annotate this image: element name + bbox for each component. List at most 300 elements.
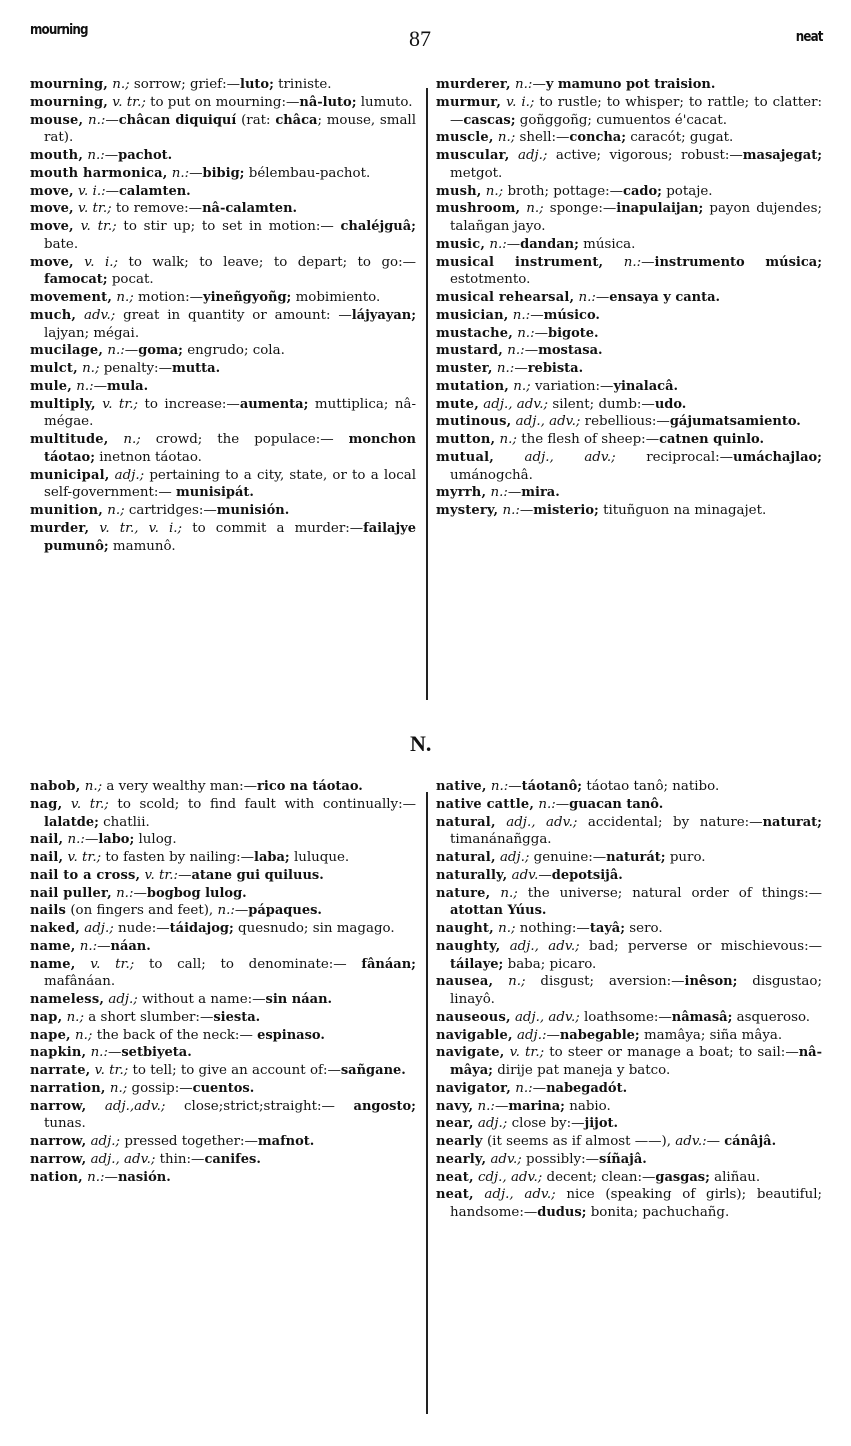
headword: mule, xyxy=(30,378,72,394)
translation: mutta. xyxy=(171,361,221,376)
grammar-label: v. tr.; xyxy=(78,201,112,217)
definition-text: — xyxy=(706,1134,725,1149)
translation: laba; xyxy=(254,850,290,865)
headword: mushroom, xyxy=(436,201,521,217)
dictionary-entry xyxy=(30,1009,416,1027)
headword: munition, xyxy=(30,503,103,518)
definition-text: shell:— xyxy=(515,130,570,146)
translation: fânáan; xyxy=(361,956,416,972)
left-guide-word: mourning xyxy=(30,22,88,38)
definition-text: luluque. xyxy=(289,850,350,865)
grammar-label: n.; xyxy=(485,183,504,199)
definition-text xyxy=(496,815,507,830)
translation: dandan; xyxy=(520,236,579,252)
grammar-label: n.: xyxy=(490,779,509,794)
definition-text: pocat. xyxy=(107,272,154,288)
grammar-label: v. tr.; xyxy=(70,796,109,812)
definition-text: to stir up; to set in motion:— xyxy=(116,219,341,234)
dictionary-entry xyxy=(30,796,416,832)
headword: myrrh, xyxy=(436,485,487,501)
dictionary-entry xyxy=(30,1062,416,1080)
translation: cado; xyxy=(623,183,662,199)
definition-text: motion:— xyxy=(133,290,204,305)
definition-text: — xyxy=(105,183,119,199)
translation: sin náan. xyxy=(265,992,333,1007)
definition-text: ; mouse, small rat). xyxy=(44,112,416,146)
translation: táotanô; xyxy=(521,779,583,794)
dictionary-entry xyxy=(436,76,822,94)
definition-text: reciprocal:— xyxy=(615,449,734,465)
translation: sañgane. xyxy=(340,1063,406,1078)
headword: nauseous, xyxy=(436,1009,511,1025)
definition-text: to steer or manage a boat; to sail:— xyxy=(544,1045,799,1061)
translation: mostasa. xyxy=(538,343,603,359)
dictionary-entry xyxy=(436,94,822,130)
dictionary-entry xyxy=(436,360,822,378)
definition-text: bad; perverse or mischievous:— xyxy=(579,938,823,954)
grammar-label: adj.; xyxy=(499,850,530,865)
definition-text: the flesh of sheep:— xyxy=(516,432,660,447)
grammar-label: n.; xyxy=(499,432,517,447)
definition-text: nude:— xyxy=(113,921,170,936)
grammar-label: n.; xyxy=(75,1027,93,1043)
definition-text: a very wealthy man:— xyxy=(102,779,258,794)
definition-text: dirije pat maneja y batco. xyxy=(492,1063,671,1078)
dictionary-entry xyxy=(30,165,416,183)
definition-text: inetnon táotao. xyxy=(95,449,202,465)
definition-text: (it seems as if almost ——), xyxy=(482,1134,676,1149)
dictionary-entry xyxy=(436,200,822,236)
dictionary-entry xyxy=(30,218,416,254)
dictionary-entry xyxy=(30,467,416,503)
translation: bigote. xyxy=(547,325,599,341)
headword: mutinous, xyxy=(436,414,512,430)
headword: name, xyxy=(30,956,76,972)
definition-text: — xyxy=(546,1027,560,1043)
definition-text xyxy=(500,939,509,954)
grammar-label: n.: xyxy=(79,938,98,954)
translation: gasgas; xyxy=(655,1169,710,1185)
translation: inêson; xyxy=(684,974,738,990)
grammar-label: n.; xyxy=(498,921,516,936)
definition-text: — xyxy=(97,938,111,954)
definition-text: aliñau. xyxy=(709,1169,761,1185)
grammar-label: n.: xyxy=(87,112,106,128)
translation: nâ-calamten. xyxy=(202,201,298,217)
definition-text: sorrow; grief:— xyxy=(129,77,240,92)
definition-text: gossip:— xyxy=(127,1080,193,1096)
definition-text: muttiplica; nâ-mégae. xyxy=(44,396,416,430)
definition-text xyxy=(474,1187,485,1202)
dictionary-entry xyxy=(30,289,416,307)
page-number: 87 xyxy=(409,26,431,51)
grammar-label: v. tr.; xyxy=(67,850,102,865)
translation: nâ-luto; xyxy=(299,94,357,110)
grammar-label: v. i.; xyxy=(506,94,535,110)
headword: movement, xyxy=(30,290,113,305)
grammar-label: n.: xyxy=(489,236,507,252)
definition-text: to increase:— xyxy=(138,396,240,412)
definition-text: to put on mourning:— xyxy=(145,94,300,110)
headword: navigable, xyxy=(436,1027,513,1043)
definition-text xyxy=(494,450,525,465)
translation: châcan diquiquí xyxy=(118,112,237,128)
definition-text: — xyxy=(519,503,534,518)
grammar-label: n.: xyxy=(515,1080,533,1096)
grammar-label: n.; xyxy=(112,77,130,92)
definition-text xyxy=(62,797,71,812)
translation: dudus; xyxy=(537,1205,587,1220)
translation: monchon táotao; xyxy=(44,432,416,465)
definition-text: payon dujendes; talañgan jayo. xyxy=(450,201,822,234)
definition-text xyxy=(75,957,90,972)
headword: much, xyxy=(30,307,77,323)
dictionary-entry xyxy=(436,342,822,360)
definition-text: — xyxy=(178,867,192,883)
grammar-label: n.; xyxy=(500,885,518,901)
definition-text: pertaining to a city, state, or to a local self-government:— xyxy=(44,467,416,501)
grammar-label: n.: xyxy=(507,343,525,359)
headword: mouth harmonica, xyxy=(30,165,168,181)
grammar-label: n.: xyxy=(502,503,520,518)
translation: bogbog lulog. xyxy=(146,885,247,901)
definition-text: quesnudo; sin magago. xyxy=(233,921,395,936)
definition-text: goñggoñg; cumuentos é'cacat. xyxy=(515,112,727,128)
grammar-label: n.: xyxy=(90,1045,108,1061)
dictionary-entry xyxy=(436,1115,822,1133)
definition-text: active; vigorous; robust:— xyxy=(547,148,743,163)
headword: napkin, xyxy=(30,1045,87,1061)
dictionary-entry xyxy=(30,76,416,94)
definition-text: potaje. xyxy=(661,183,713,199)
definition-text: lumuto. xyxy=(356,94,413,110)
grammar-label: adj.; xyxy=(477,1116,508,1132)
dictionary-entry xyxy=(436,325,822,343)
dictionary-entry xyxy=(30,849,416,867)
headword: nail to a cross, xyxy=(30,867,141,883)
grammar-label: adj.; xyxy=(114,467,145,483)
headword: narrate, xyxy=(30,1063,91,1078)
headword: navy, xyxy=(436,1098,474,1114)
dictionary-entry xyxy=(436,431,822,449)
dictionary-entry xyxy=(30,94,416,112)
grammar-label: adj.; xyxy=(517,148,548,163)
dictionary-entry xyxy=(436,289,822,307)
grammar-label: n.: xyxy=(477,1098,495,1114)
dictionary-entry xyxy=(30,307,416,343)
dictionary-entry xyxy=(30,147,416,165)
dictionary-entry xyxy=(436,778,822,796)
grammar-label: n.; xyxy=(107,503,125,518)
headword: narration, xyxy=(30,1080,106,1096)
definition-text: bélembau-pachot. xyxy=(244,165,371,181)
headword: name, xyxy=(30,938,76,954)
translation: y mamuno pot traision. xyxy=(545,77,716,92)
definition-text: tituñguon na minagajet. xyxy=(598,503,767,518)
definition-text: triniste. xyxy=(273,77,332,92)
dictionary-entry xyxy=(30,183,416,201)
dictionary-entry xyxy=(436,1027,822,1045)
headword: mouse, xyxy=(30,112,84,128)
translation: lájyayan; xyxy=(351,307,416,323)
definition-text: mafânáan. xyxy=(44,974,116,990)
grammar-label: v. tr.; xyxy=(112,94,146,110)
translation: failajye pumunô; xyxy=(44,520,416,554)
headword: navigator, xyxy=(436,1080,511,1096)
definition-text: — xyxy=(514,361,528,376)
grammar-label: n.: xyxy=(538,796,556,812)
definition-text: — xyxy=(595,290,610,305)
headword: murmur, xyxy=(436,94,502,110)
grammar-label: n.: xyxy=(512,307,531,323)
dictionary-entry xyxy=(436,1186,822,1222)
definition-text: crowd; the populace:— xyxy=(140,432,349,447)
translation: gájumatsamiento. xyxy=(669,414,801,430)
grammar-label: n.: xyxy=(171,165,190,181)
column-divider-bottom xyxy=(426,792,428,1414)
definition-text: close;strict;straight:— xyxy=(165,1098,354,1114)
definition-text: sero. xyxy=(625,921,663,936)
translation: atane gui quiluus. xyxy=(191,867,324,883)
dictionary-entry xyxy=(30,1044,416,1062)
definition-text: mamâya; siña mâya. xyxy=(639,1027,783,1043)
definition-text xyxy=(603,255,623,270)
grammar-label: n.: xyxy=(490,485,508,501)
headword: multiply, xyxy=(30,396,96,412)
translation: canifes. xyxy=(204,1151,261,1167)
translation: músico. xyxy=(543,307,600,323)
definition-text: — xyxy=(105,112,119,128)
translation: táidajog; xyxy=(169,921,234,936)
definition-text xyxy=(74,255,84,270)
grammar-label: n.; xyxy=(84,779,103,794)
definition-text: — xyxy=(234,903,249,919)
definition-text: possibly:— xyxy=(521,1151,599,1167)
grammar-label: adj., adv.; xyxy=(506,814,578,830)
definition-text: nice (speaking of girls); beautiful; handsome:— xyxy=(450,1187,822,1220)
headword: multitude, xyxy=(30,432,109,447)
definition-text: (on fingers and feet), xyxy=(66,903,218,919)
definition-text: asqueroso. xyxy=(732,1009,811,1025)
definition-text: — xyxy=(507,485,522,501)
definition-text: pressed together:— xyxy=(120,1134,258,1149)
headword: mute, xyxy=(436,396,480,412)
definition-text: nabio. xyxy=(564,1098,611,1114)
definition-text: tunas. xyxy=(44,1116,86,1132)
definition-text: — xyxy=(104,148,119,163)
headword: mustard, xyxy=(436,343,504,359)
translation: espinaso. xyxy=(257,1027,325,1043)
headword: neat, xyxy=(436,1169,474,1185)
headword: mourning, xyxy=(30,94,108,110)
translation: naturát; xyxy=(606,850,666,865)
translation: munisión. xyxy=(216,503,290,518)
headword: mucilage, xyxy=(30,343,104,359)
headword: narrow, xyxy=(30,1098,87,1114)
grammar-label: v. i.; xyxy=(84,254,119,270)
definition-text: — xyxy=(494,1098,509,1114)
translation: lalatde; xyxy=(44,814,99,830)
translation: nasión. xyxy=(117,1169,171,1185)
definition-text: to commit a murder:— xyxy=(182,520,364,536)
definition-text: — xyxy=(538,867,552,883)
definition-text: accidental; by nature:— xyxy=(577,814,763,830)
translation: cascas; xyxy=(463,112,516,128)
translation: concha; xyxy=(569,130,627,146)
dictionary-entry xyxy=(436,920,822,938)
translation: nâmasâ; xyxy=(671,1009,733,1025)
definition-text: to tell; to give an account of:— xyxy=(128,1063,341,1078)
dictionary-entry xyxy=(436,1133,822,1151)
translation: labo; xyxy=(98,832,135,848)
headword: naked, xyxy=(30,921,80,936)
grammar-label: adj., adv.; xyxy=(484,1187,556,1203)
definition-text xyxy=(76,308,84,323)
definition-text: — xyxy=(104,1169,118,1185)
grammar-label: adv.; xyxy=(83,307,116,323)
definition-text xyxy=(74,219,81,234)
headword: muster, xyxy=(436,361,493,376)
headword: nape, xyxy=(30,1027,71,1043)
headword: mutation, xyxy=(436,378,510,394)
translation: bibig; xyxy=(202,165,245,181)
headword: mutual, xyxy=(436,449,494,465)
dictionary-entry xyxy=(436,129,822,147)
headword: move, xyxy=(30,183,74,199)
grammar-label: adj., adv.; xyxy=(514,1009,580,1025)
headword: nap, xyxy=(30,1009,63,1025)
definition-text: mamunô. xyxy=(108,538,176,554)
definition-text: the back of the neck:— xyxy=(92,1027,258,1043)
dictionary-entry xyxy=(30,902,416,920)
definition-text: thin:— xyxy=(155,1151,205,1167)
dictionary-entry xyxy=(30,360,416,378)
headword: nag, xyxy=(30,796,63,812)
dictionary-entry xyxy=(436,147,822,183)
definition-text: — xyxy=(133,885,147,901)
dictionary-entry xyxy=(30,956,416,992)
headword: music, xyxy=(436,236,486,252)
headword: narrow, xyxy=(30,1134,87,1149)
definition-text: — xyxy=(532,77,546,92)
grammar-label: n.; xyxy=(66,1009,84,1025)
grammar-label: n.: xyxy=(517,325,535,341)
headword: move, xyxy=(30,254,74,270)
dictionary-entry xyxy=(30,1151,416,1169)
definition-text: broth; pottage:— xyxy=(503,183,624,199)
section-heading: N. xyxy=(410,731,432,756)
definition-text: a short slumber:— xyxy=(83,1009,214,1025)
definition-text: timanánañgga. xyxy=(450,832,552,848)
definition-text xyxy=(89,521,99,536)
grammar-label: adj.; xyxy=(90,1134,121,1149)
dictionary-entry xyxy=(30,1027,416,1045)
dictionary-entry xyxy=(30,778,416,796)
definition-text: chatlii. xyxy=(98,814,150,830)
definition-text: to rustle; to whisper; to rattle; to clatter:— xyxy=(450,94,822,128)
dictionary-entry xyxy=(436,885,822,921)
grammar-label: v. tr.; xyxy=(102,396,139,412)
translation: atottan Yúus. xyxy=(450,903,547,919)
headword: nameless, xyxy=(30,992,105,1007)
definition-text: lajyan; mégai. xyxy=(44,325,140,341)
dictionary-entry xyxy=(436,1098,822,1116)
translation: tayâ; xyxy=(589,921,626,936)
definition-text: penalty:— xyxy=(99,361,172,376)
definition-text: baba; picaro. xyxy=(503,956,597,972)
dictionary-entry xyxy=(436,1080,822,1098)
translation: setbiyeta. xyxy=(121,1045,192,1061)
headword: mustache, xyxy=(436,325,513,341)
grammar-label: v. tr.; xyxy=(509,1045,545,1061)
definition-text: bate. xyxy=(44,236,79,252)
headword: nearly xyxy=(436,1134,483,1149)
definition-text: — xyxy=(124,343,139,359)
column-left-bottom xyxy=(30,778,416,1186)
translation: catnen quinlo. xyxy=(659,432,764,447)
grammar-label: n.; xyxy=(497,130,516,146)
dictionary-entry xyxy=(436,396,822,414)
definition-text: to walk; to leave; to depart; to go:— xyxy=(118,254,417,270)
headword: nausea, xyxy=(436,974,494,990)
translation: luto; xyxy=(240,77,274,92)
dictionary-entry xyxy=(30,520,416,556)
headword: naughty, xyxy=(436,938,501,954)
grammar-label: adv. xyxy=(511,867,539,883)
headword: near, xyxy=(436,1116,474,1132)
definition-text: decent; clean:— xyxy=(542,1169,656,1185)
dictionary-entry xyxy=(436,307,822,325)
translation: masajegat; xyxy=(742,148,822,163)
translation: nâ-mâya; xyxy=(450,1045,822,1078)
definition-text: estotmento. xyxy=(450,272,531,288)
translation: mira. xyxy=(521,485,560,501)
translation: depotsijâ. xyxy=(551,867,623,883)
right-guide-word: neat xyxy=(796,29,823,45)
grammar-label: v. tr., v. i.; xyxy=(99,520,183,536)
translation: goma; xyxy=(138,343,183,359)
translation: pápaques. xyxy=(248,903,322,919)
headword: murderer, xyxy=(436,77,511,92)
column-right-top xyxy=(436,76,822,520)
grammar-label: n.: xyxy=(76,378,94,394)
definition-text: genuine:— xyxy=(529,850,607,865)
definition-text: — xyxy=(555,796,570,812)
headword: nail, xyxy=(30,832,64,848)
definition-text: sponge:— xyxy=(543,201,617,217)
grammar-label: adj.,adv.; xyxy=(104,1098,166,1114)
translation: yinalacâ. xyxy=(613,378,679,394)
headword: natural, xyxy=(436,814,496,830)
headword: mulct, xyxy=(30,361,78,376)
translation: famocat; xyxy=(44,272,108,288)
headword: nail puller, xyxy=(30,885,112,901)
definition-text: to call; to denominate:— xyxy=(134,956,362,972)
definition-text: disgustao; linayô. xyxy=(450,974,822,1007)
headword: natural, xyxy=(436,850,496,865)
dictionary-entry xyxy=(30,920,416,938)
grammar-label: n.; xyxy=(116,290,134,305)
dictionary-entry xyxy=(30,1080,416,1098)
definition-text: metgot. xyxy=(450,165,503,181)
grammar-label: n.; xyxy=(526,201,544,217)
grammar-label: n.: xyxy=(67,832,85,848)
definition-text: — xyxy=(524,343,539,359)
dictionary-entry xyxy=(436,183,822,201)
headword: mush, xyxy=(436,183,482,199)
grammar-label: adj., adv.; xyxy=(524,449,616,465)
headword: move, xyxy=(30,219,74,234)
